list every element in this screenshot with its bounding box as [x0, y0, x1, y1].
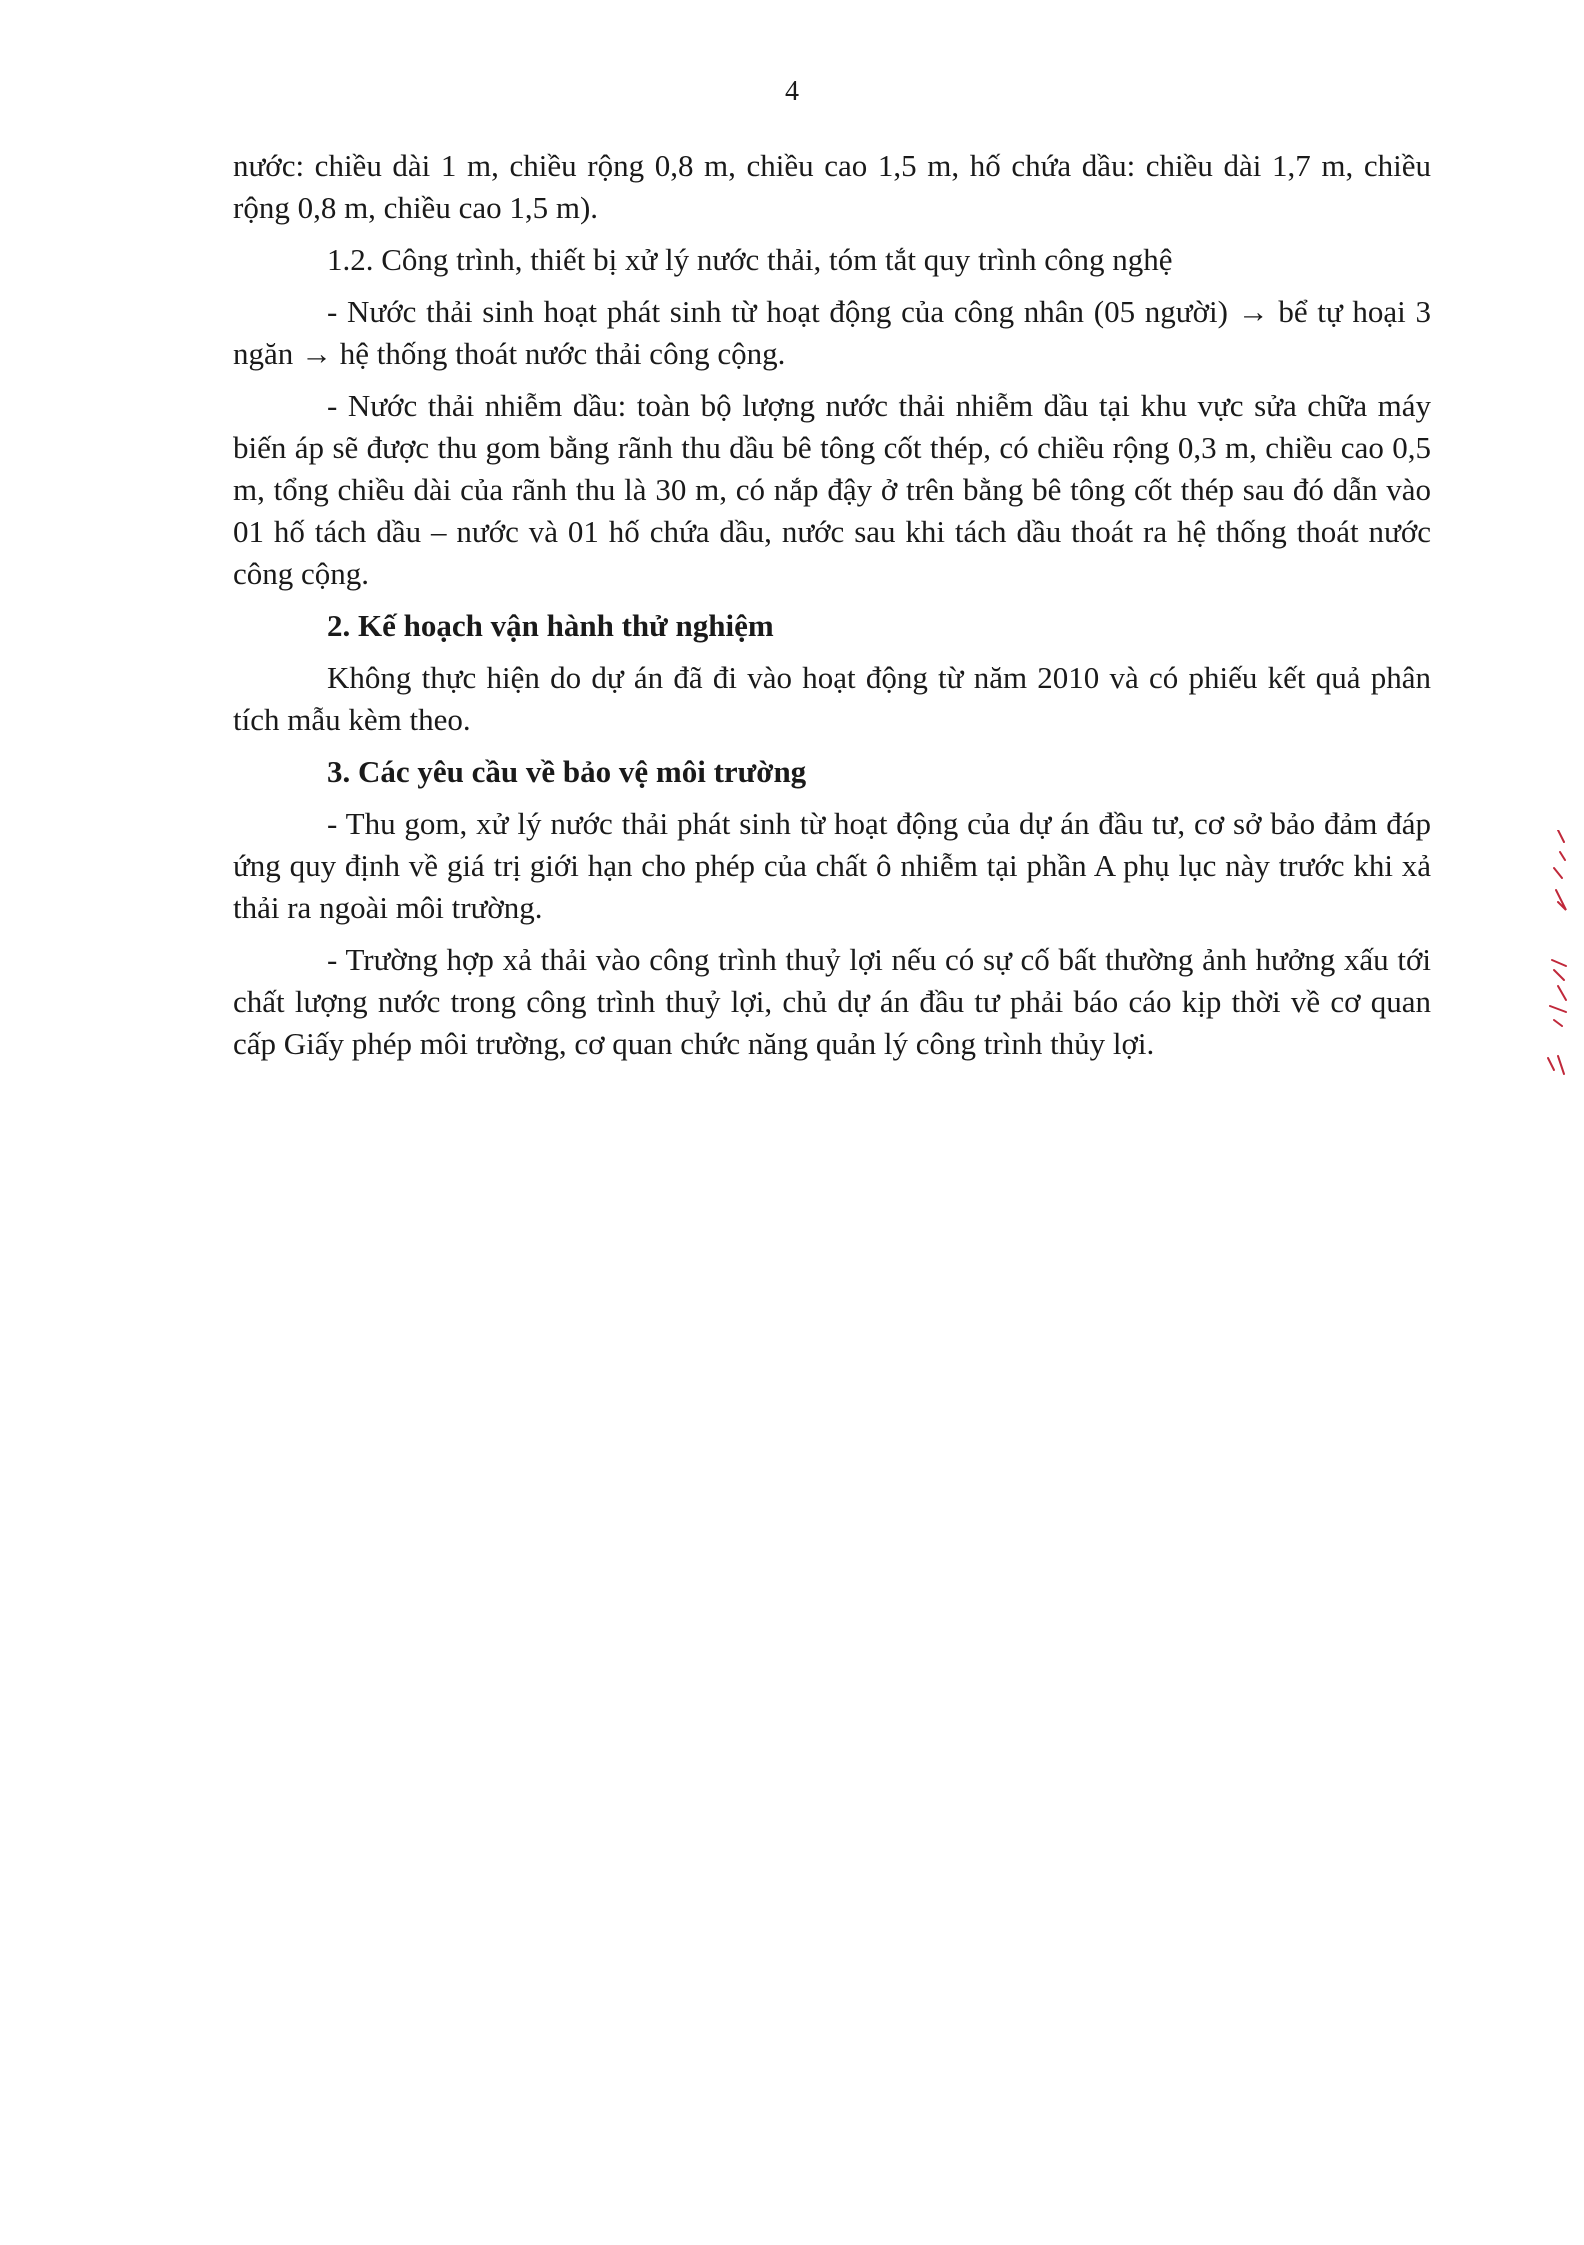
paragraph-continuation: nước: chiều dài 1 m, chiều rộng 0,8 m, chiều cao 1,5 m, hố chứa dầu: chiều dài 1,7 m, chiều rộng 0,8 m, chiều cao 1,5 m). [233, 148, 1431, 225]
paragraph-section-1-2: 1.2. Công trình, thiết bị xử lý nước thải, tóm tắt quy trình công nghệ [327, 242, 1173, 277]
document-body [233, 145, 1431, 1075]
paragraph-trial-operation: Không thực hiện do dự án đã đi vào hoạt động từ năm 2010 và có phiếu kết quả phân tích mẫu kèm theo. [233, 660, 1431, 737]
heading-environmental-requirements: 3. Các yêu cầu về bảo vệ môi trường [327, 754, 807, 789]
stamp-edge-marks [1540, 830, 1570, 1080]
paragraph-irrigation-discharge: - Trường hợp xả thải vào công trình thuỷ lợi nếu có sự cố bất thường ảnh hưởng xấu tới chất lượng nước trong công trình thuỷ lợi, chủ dự án đầu tư phải báo cáo kịp thời về cơ quan cấp Giấy phép môi trường, cơ quan chức năng quản lý công trình thủy lợi. [233, 942, 1431, 1061]
paragraph-oily-wastewater: - Nước thải nhiễm dầu: toàn bộ lượng nước thải nhiễm dầu tại khu vực sửa chữa máy biến áp sẽ được thu gom bằng rãnh thu dầu bê tông cốt thép, có chiều rộng 0,3 m, chiều cao 0,5 m, tổng chiều dài của rãnh thu là 30 m, có nắp đậy ở trên bằng bê tông cốt thép sau đó dẫn vào 01 hố tách dầu – nước và 01 hố chứa dầu, nước sau khi tách dầu thoát ra hệ thống thoát nước công cộng. [233, 388, 1431, 591]
page-number: 4 [785, 76, 799, 107]
heading-trial-operation-plan: 2. Kế hoạch vận hành thử nghiệm [327, 608, 774, 643]
paragraph-domestic-wastewater: - Nước thải sinh hoạt phát sinh từ hoạt động của công nhân (05 người) → bể tự hoại 3 ngăn → hệ thống thoát nước thải công cộng. [233, 294, 1431, 371]
paragraph-collection-treatment: - Thu gom, xử lý nước thải phát sinh từ hoạt động của dự án đầu tư, cơ sở bảo đảm đáp ứng quy định về giá trị giới hạn cho phép của chất ô nhiễm tại phần A phụ lục này trước khi xả thải ra ngoài môi trường. [233, 806, 1431, 925]
